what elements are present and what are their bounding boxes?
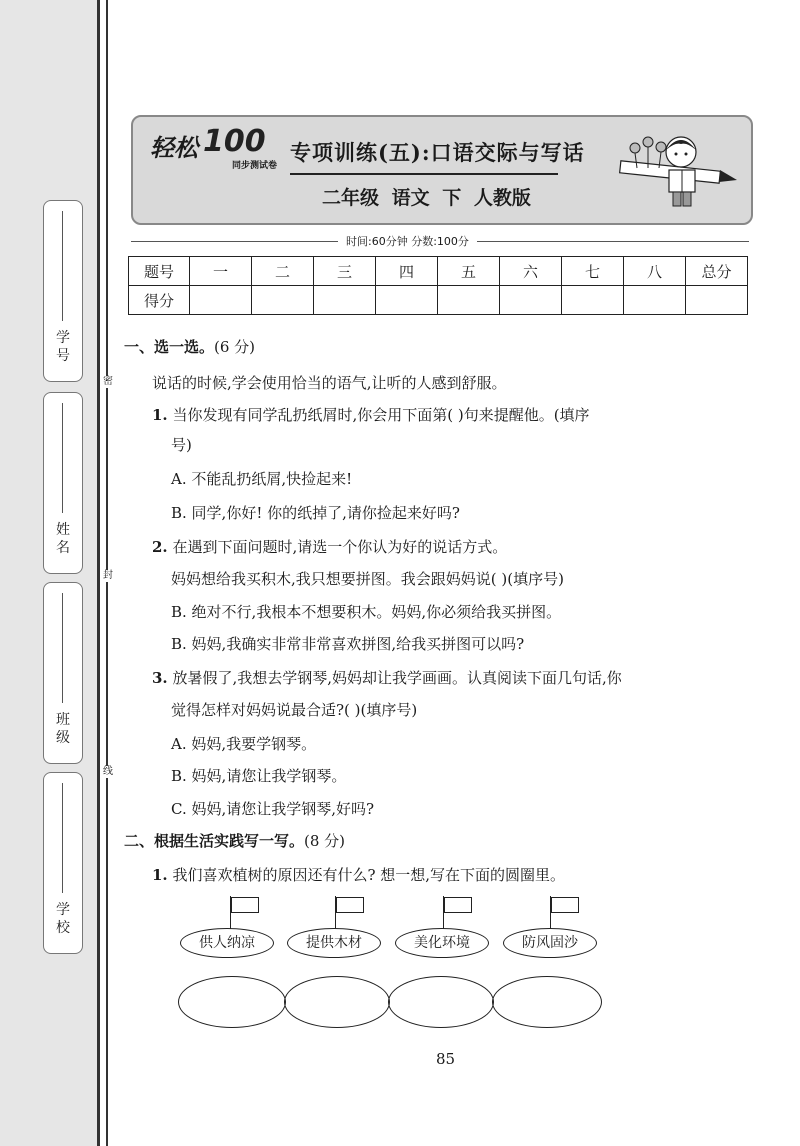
question-2-text: 在遇到下面问题时,请选一个你认为好的说话方式。	[172, 538, 508, 556]
school-label: 学校	[56, 902, 70, 936]
logo-text: 轻松	[150, 134, 198, 162]
student-name-blank	[62, 403, 63, 513]
table-header-cell: 三	[314, 257, 376, 286]
question-3-option-a: A. 妈妈,我要学钢琴。	[171, 735, 317, 753]
question-2-option-2: B. 妈妈,我确实非常非常喜欢拼图,给我买拼图可以吗?	[171, 635, 525, 653]
page-number: 85	[436, 1050, 456, 1068]
question-3-option-b: B. 妈妈,请您让我学钢琴。	[171, 767, 347, 785]
table-header-cell: 一	[190, 257, 252, 286]
reason-oval-3: 美化环境	[395, 928, 489, 958]
table-header-cell: 七	[562, 257, 624, 286]
score-cell[interactable]	[376, 286, 438, 315]
question-1-number: 1.	[152, 406, 168, 424]
question-1	[152, 404, 590, 425]
logo-subtitle: 同步测试卷	[232, 161, 278, 171]
section-2-heading	[124, 830, 345, 851]
flag-icon	[444, 897, 472, 913]
question-1-option-a: A. 不能乱扔纸屑,快捡起来!	[171, 470, 353, 488]
score-cell[interactable]	[314, 286, 376, 315]
seal-mark-mi: 密	[103, 376, 113, 387]
score-cell[interactable]	[190, 286, 252, 315]
question-3-number: 3.	[152, 669, 168, 687]
section-2-score: (8 分)	[304, 832, 346, 850]
page-subtitle: 二年级 语文 下 人教版	[322, 187, 531, 209]
table-header-cell: 八	[624, 257, 686, 286]
table-header-cell: 二	[252, 257, 314, 286]
school-blank	[62, 783, 63, 893]
table-header-cell: 题号	[129, 257, 190, 286]
question-2-text-cont: 妈妈想给我买积木,我只想要拼图。我会跟妈妈说( )(填序号)	[171, 570, 564, 588]
reason-oval-1: 供人纳凉	[180, 928, 274, 958]
school-field[interactable]	[43, 772, 83, 954]
section-1-intro: 说话的时候,学会使用恰当的语气,让听的人感到舒服。	[152, 374, 507, 392]
score-table	[128, 256, 748, 315]
score-cell[interactable]	[252, 286, 314, 315]
question-2-number: 2.	[152, 538, 168, 556]
student-name-label: 姓名	[56, 522, 70, 556]
flag-icon	[231, 897, 259, 913]
student-name-field[interactable]	[43, 392, 83, 574]
student-id-label: 学号	[56, 330, 70, 364]
table-header-cell: 得分	[129, 286, 190, 315]
question-1-text: 当你发现有同学乱扔纸屑时,你会用下面第( )句来提醒他。(填序	[172, 406, 590, 424]
section-2-question-1-number: 1.	[152, 866, 168, 884]
table-header-cell: 六	[500, 257, 562, 286]
reason-oval-4: 防风固沙	[503, 928, 597, 958]
answer-oval-2[interactable]	[284, 976, 390, 1028]
reason-oval-2: 提供木材	[287, 928, 381, 958]
logo-number: 100	[203, 124, 266, 159]
section-2-question-1-text: 我们喜欢植树的原因还有什么? 想一想,写在下面的圆圈里。	[172, 866, 566, 884]
answer-oval-4[interactable]	[492, 976, 602, 1028]
section-1-score: (6 分)	[214, 338, 256, 356]
table-row	[129, 257, 748, 286]
reading-child-icon	[615, 128, 740, 213]
score-cell[interactable]	[500, 286, 562, 315]
score-cell[interactable]	[686, 286, 748, 315]
question-1-option-b: B. 同学,你好! 你的纸掉了,请你捡起来好吗?	[171, 504, 460, 522]
seal-mark-feng: 封	[103, 570, 113, 581]
answer-oval-3[interactable]	[388, 976, 494, 1028]
class-field[interactable]	[43, 582, 83, 764]
section-2-question-1	[152, 864, 565, 885]
section-1-title: 一、选一选。	[124, 338, 215, 356]
student-id-blank	[62, 211, 63, 321]
section-2-title: 二、根据生活实践写一写。	[124, 832, 305, 850]
table-header-cell: 四	[376, 257, 438, 286]
binding-line	[97, 0, 100, 1146]
question-2	[152, 536, 507, 557]
score-cell[interactable]	[624, 286, 686, 315]
page-title: 专项训练(五):口语交际与写话	[290, 140, 585, 165]
table-header-cell: 五	[438, 257, 500, 286]
exam-info: 时间:60分钟 分数:100分	[338, 233, 477, 249]
score-cell[interactable]	[562, 286, 624, 315]
table-header-cell: 总分	[686, 257, 748, 286]
table-row	[129, 286, 748, 315]
seal-mark-xian: 线	[103, 766, 113, 777]
title-rule	[290, 173, 558, 175]
question-1-text-cont: 号)	[171, 436, 192, 454]
question-3-text-cont: 觉得怎样对妈妈说最合适?( )(填序号)	[171, 701, 418, 719]
class-blank	[62, 593, 63, 703]
section-1-heading	[124, 336, 255, 357]
question-2-option-1: B. 绝对不行,我根本不想要积木。妈妈,你必须给我买拼图。	[171, 603, 562, 621]
question-3-option-c: C. 妈妈,请您让我学钢琴,好吗?	[171, 800, 375, 818]
flag-icon	[551, 897, 579, 913]
question-3	[152, 667, 622, 688]
answer-oval-1[interactable]	[178, 976, 286, 1028]
class-label: 班级	[56, 712, 70, 746]
flag-icon	[336, 897, 364, 913]
student-id-field[interactable]	[43, 200, 83, 382]
score-cell[interactable]	[438, 286, 500, 315]
question-3-text: 放暑假了,我想去学钢琴,妈妈却让我学画画。认真阅读下面几句话,你	[172, 669, 622, 687]
